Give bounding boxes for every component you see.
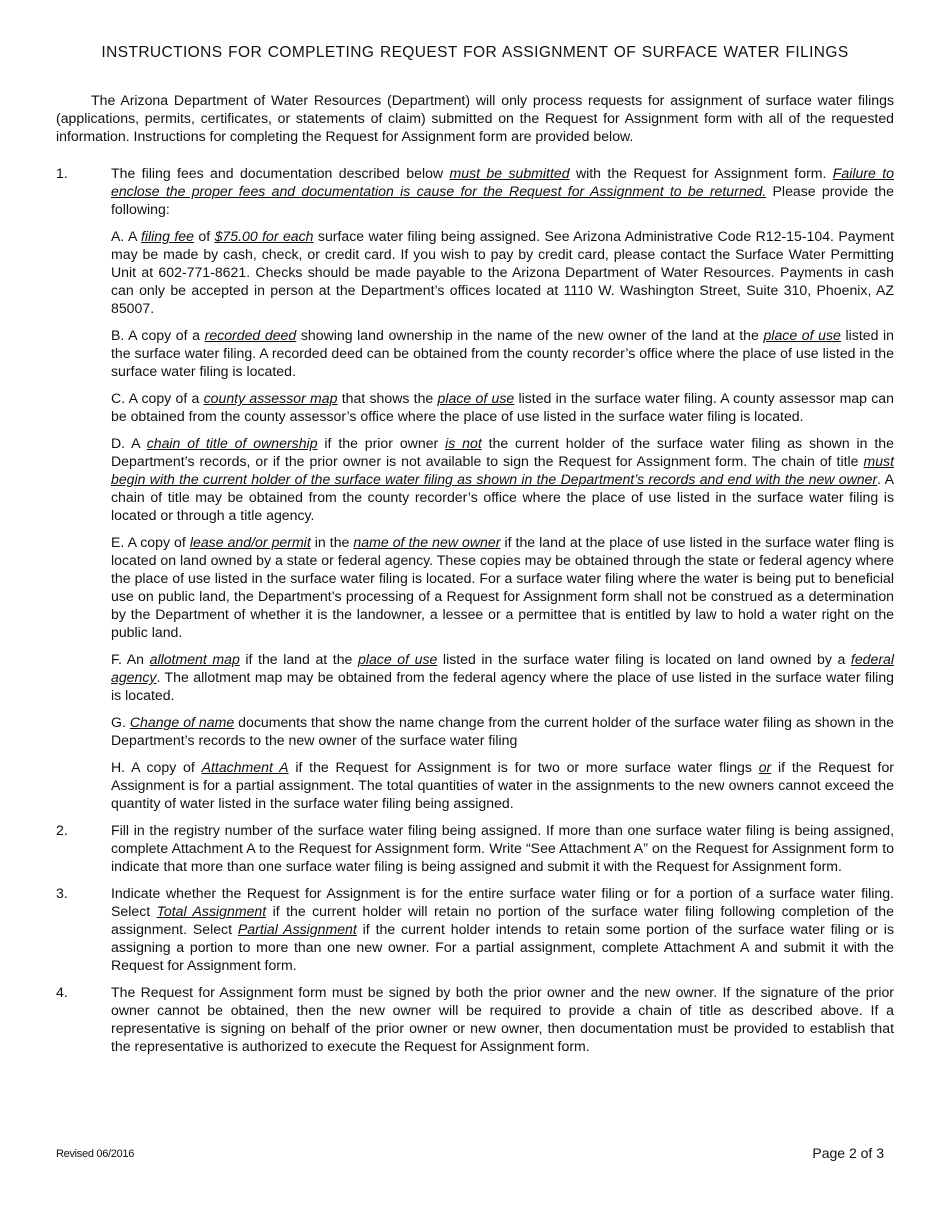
- text-segment: B. A copy of a: [111, 327, 205, 343]
- emphasized-text: federal agency: [111, 651, 894, 685]
- item-content: [111, 821, 894, 875]
- emphasized-text: place of use: [437, 390, 515, 406]
- instruction-list: [56, 164, 894, 1055]
- text-segment: H. A copy of: [111, 759, 202, 775]
- text-segment: G.: [111, 714, 130, 730]
- instruction-item: [56, 884, 894, 974]
- text-segment: A. A: [111, 228, 141, 244]
- text-segment: surface water filing being assigned. See Arizona Administrative Code R12-15-104. Payment may be made by cash, check, or credit card. If you wish to pay by credit card, please contact the Surface Water Permitting Unit at 602-771-8621. Checks should be made payable to the Arizona Department of Water Resources. Payments in cash can only be accepted in person at the Department’s offices located at 1110 W. Washington Street, Suite 310, Phoenix, AZ 85007.: [111, 228, 894, 316]
- revision-date: Revised 06/2016: [56, 1148, 135, 1160]
- sub-item: [111, 713, 894, 749]
- emphasized-text: filing fee: [140, 228, 194, 244]
- text-segment: listed in the surface water filing. A recorded deed can be obtained from the county recorder’s office where the place of use listed in the surface water filing is located.: [111, 327, 894, 379]
- text-segment: E. A copy of: [111, 534, 190, 550]
- text-segment: if the Request for Assignment is for two or more surface water flings: [288, 759, 759, 775]
- text-segment: if the current holder will retain no portion of the surface water filing following completion of the assignment. Select: [111, 903, 894, 937]
- instruction-item: [56, 821, 894, 875]
- sub-item: [111, 434, 894, 524]
- emphasized-text: name of the new owner: [353, 534, 501, 550]
- text-segment: . A chain of title may be obtained from the county recorder’s office where the place of use listed in the surface water filing is located or through a title agency.: [111, 471, 894, 523]
- document-body: [56, 91, 894, 1064]
- text-segment: listed in the surface water filing. A county assessor map can be obtained from the county assessor’s office where the place of use listed in the surface water filing is located.: [111, 390, 894, 424]
- text-segment: F. An: [111, 651, 150, 667]
- text-segment: the current holder of the surface water filing as shown in the Department’s records, or if the prior owner is not available to sign the Request for Assignment form. The chain of title: [111, 435, 894, 469]
- emphasized-text: county assessor map: [203, 390, 338, 406]
- sub-item: [111, 533, 894, 641]
- text-segment: Please provide the following:: [111, 183, 894, 217]
- instruction-item: [56, 983, 894, 1055]
- text-segment: . The allotment map may be obtained from the federal agency where the place of use listed in the surface water filing is located.: [111, 669, 894, 703]
- text-segment: of: [193, 228, 215, 244]
- intro-paragraph: The Arizona Department of Water Resources (Department) will only process requests for assignment of surface water filings (applications, permits, certificates, or statements of claim) submitted on the Request for Assignment form with all of the requested information. Instructions for completing the Request for Assignment form are provided below.: [56, 92, 894, 144]
- sub-item: [111, 650, 894, 704]
- emphasized-text: $75.00 for each: [214, 228, 314, 244]
- sub-item: [111, 758, 894, 812]
- text-segment: if the current holder intends to retain some portion of the surface water filing or is assigning a portion to more than one new owner. For a partial assignment, complete Attachment A and submit it with the Request for Assignment form.: [111, 921, 894, 973]
- text-segment: documents that show the name change from the current holder of the surface water filing as shown in the Department’s records to the new owner of the surface water filing: [111, 714, 894, 748]
- text-segment: if the prior owner: [317, 435, 446, 451]
- emphasized-text: place of use: [763, 327, 841, 343]
- text-segment: that shows the: [337, 390, 438, 406]
- item-text: [111, 884, 894, 974]
- emphasized-text: place of use: [357, 651, 438, 667]
- item-content: [111, 983, 894, 1055]
- text-segment: in the: [310, 534, 354, 550]
- emphasized-text: Partial Assignment: [237, 921, 357, 937]
- item-text: [111, 164, 894, 218]
- text-segment: if the land at the place of use listed in the surface water fling is located on land owned by a state or federal agency. These copies may be obtained through the state or federal agency where the place of use listed in the surface water filing is located. For a surface water filing where the water is being put to beneficial use on public land, the Department’s processing of a Request for Assignment form shall not be construed as a determination by the Department of whether it is the landowner, a lessee or a permittee that is entitled by law to hold a water right on the public land.: [111, 534, 894, 640]
- emphasized-text: Attachment A: [201, 759, 289, 775]
- emphasized-text: Change of name: [129, 714, 235, 730]
- text-segment: with the Request for Assignment form.: [569, 165, 833, 181]
- document-title: INSTRUCTIONS FOR COMPLETING REQUEST FOR ASSIGNMENT OF SURFACE WATER FILINGS: [101, 44, 849, 61]
- emphasized-text: chain of title of ownership: [146, 435, 318, 451]
- emphasized-text: must begin with the current holder of the surface water filing as shown in the Department’s records and end with the new owner: [111, 453, 894, 487]
- text-segment: D. A: [111, 435, 147, 451]
- item-text: [111, 983, 894, 1055]
- emphasized-text: is not: [445, 435, 482, 451]
- text-segment: if the Request for Assignment is for a partial assignment. The total quantities of water in the assignments to the new owners cannot exceed the quantity of water listed in the surface water filing being assigned.: [111, 759, 894, 811]
- emphasized-text: recorded deed: [204, 327, 297, 343]
- text-segment: listed in the surface water filing is located on land owned by a: [437, 651, 851, 667]
- item-number: 2.: [56, 822, 68, 838]
- sub-item: [111, 326, 894, 380]
- text-segment: The filing fees and documentation described below: [111, 165, 450, 181]
- item-content: [111, 164, 894, 812]
- emphasized-text: Total Assignment: [156, 903, 267, 919]
- text-segment: The Request for Assignment form must be signed by both the prior owner and the new owner. If the signature of the prior owner cannot be obtained, then the new owner will be required to provide a chain of title as described above. If a representative is signing on behalf of the prior owner or new owner, then documentation must be provided to establish that the representative is authorized to execute the Request for Assignment form.: [111, 984, 894, 1054]
- emphasized-text: Failure to enclose the proper fees and documentation is cause for the Request for Assignment to be returned.: [111, 165, 895, 199]
- item-number: 4.: [56, 984, 68, 1000]
- emphasized-text: lease and/or permit: [189, 534, 311, 550]
- page-number: Page 2 of 3: [812, 1145, 884, 1161]
- sub-item: [111, 389, 894, 425]
- item-content: [111, 884, 894, 974]
- text-segment: C. A copy of a: [111, 390, 204, 406]
- item-number: 1.: [56, 165, 68, 181]
- text-segment: Fill in the registry number of the surface water filing being assigned. If more than one surface water filing is being assigned, complete Attachment A to the Request for Assignment form. Write “See Attachment A” on the Request for Assignment form to indicate that more than one surface water filing is being assigned and submit it with the Request for Assignment form.: [111, 822, 894, 874]
- emphasized-text: or: [758, 759, 772, 775]
- item-text: [111, 821, 894, 875]
- text-segment: if the land at the: [239, 651, 358, 667]
- text-segment: Indicate whether the Request for Assignment is for the entire surface water filing or for a portion of a surface water filing. Select: [111, 885, 894, 919]
- instruction-item: [56, 164, 894, 812]
- emphasized-text: must be submitted: [449, 165, 570, 181]
- emphasized-text: allotment map: [149, 651, 240, 667]
- sub-item: [111, 227, 894, 317]
- item-number: 3.: [56, 885, 68, 901]
- text-segment: showing land ownership in the name of the new owner of the land at the: [296, 327, 764, 343]
